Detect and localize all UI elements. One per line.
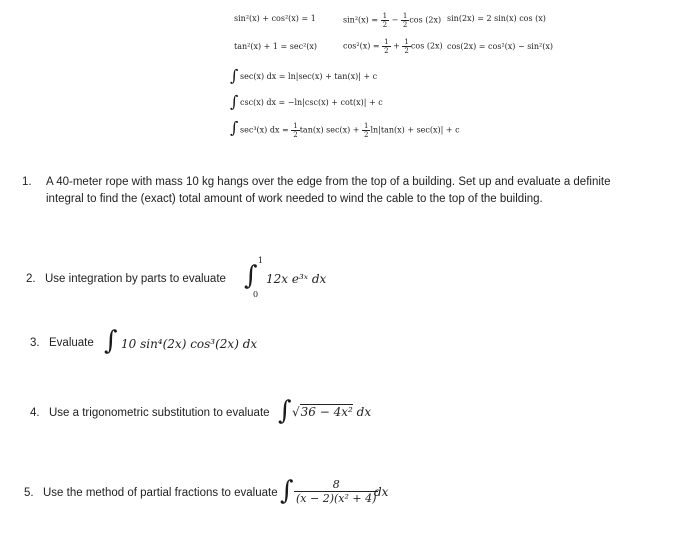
problem-number: 2. <box>26 273 36 285</box>
identity-pythagorean: sin²(x) + cos²(x) = 1 <box>234 14 316 23</box>
problem-number: 4. <box>30 407 40 419</box>
radicand: 36 − 4x² <box>300 405 353 419</box>
problem-number: 1. <box>22 176 32 188</box>
problem-number: 3. <box>30 337 40 349</box>
integral-sign-icon: ∫ <box>230 118 239 137</box>
integrand: 12x e³ˣ dx <box>266 272 327 286</box>
integral-csc: csc(x) dx = −ln|csc(x) + cot(x)| + c <box>240 98 383 107</box>
problem-1 <box>22 174 622 208</box>
differential: dx <box>374 485 389 499</box>
upper-limit: 1 <box>258 256 264 265</box>
identity-double-angle-cos: cos(2x) = cos²(x) − sin²(x) <box>447 42 553 51</box>
integral-sign-icon: ∫ <box>280 476 294 506</box>
integral-sign-icon: ∫ <box>278 396 292 426</box>
integral-sign-icon: ∫ <box>244 261 258 291</box>
problem-number: 5. <box>24 487 34 499</box>
problem-text: A 40-meter rope with mass 10 kg hangs over the edge from the top of a building. Set up and evaluate a definite integral to find the (exact) total amount of work needed to wind the cable to the top of the building. <box>46 176 611 205</box>
problem-text: Use integration by parts to evaluate <box>45 273 226 285</box>
integral-sign-icon: ∫ <box>104 326 118 356</box>
integral-sec-cubed: sec³(x) dx = $\frac{1}{2}$ tan(x) sec(x) + $\frac{1}{2}$ ln|tan(x) + sec(x)| + c <box>240 122 460 139</box>
denominator: (x − 2)(x² + 4) <box>296 492 377 505</box>
problem-text: Use a trigonometric substitution to evaluate <box>49 407 270 419</box>
identity-sin-squared: sin²(x) = $\frac{1}{2}$ − $\frac{1}{2}$ cos (2x) <box>343 12 442 29</box>
integral-sign-icon: ∫ <box>230 66 239 85</box>
integrand: √36 − 4x² dx <box>292 405 372 419</box>
problem-text: Use the method of partial fractions to evaluate <box>43 487 278 499</box>
integral-sec: sec(x) dx = ln|sec(x) + tan(x)| + c <box>240 72 378 81</box>
integrand: 10 sin⁴(2x) cos³(2x) dx <box>121 337 258 351</box>
lower-limit: 0 <box>253 290 259 299</box>
integrand <box>294 478 378 505</box>
numerator: 8 <box>294 478 378 492</box>
identity-double-angle-sin: sin(2x) = 2 sin(x) cos (x) <box>447 14 546 23</box>
problem-text: Evaluate <box>49 337 94 349</box>
integral-sign-icon: ∫ <box>230 92 239 111</box>
identity-cos-squared: cos²(x) = $\frac{1}{2}$ + $\frac{1}{2}$ cos (2x) <box>343 38 443 55</box>
identity-tan-sec: tan²(x) + 1 = sec²(x) <box>234 42 318 51</box>
